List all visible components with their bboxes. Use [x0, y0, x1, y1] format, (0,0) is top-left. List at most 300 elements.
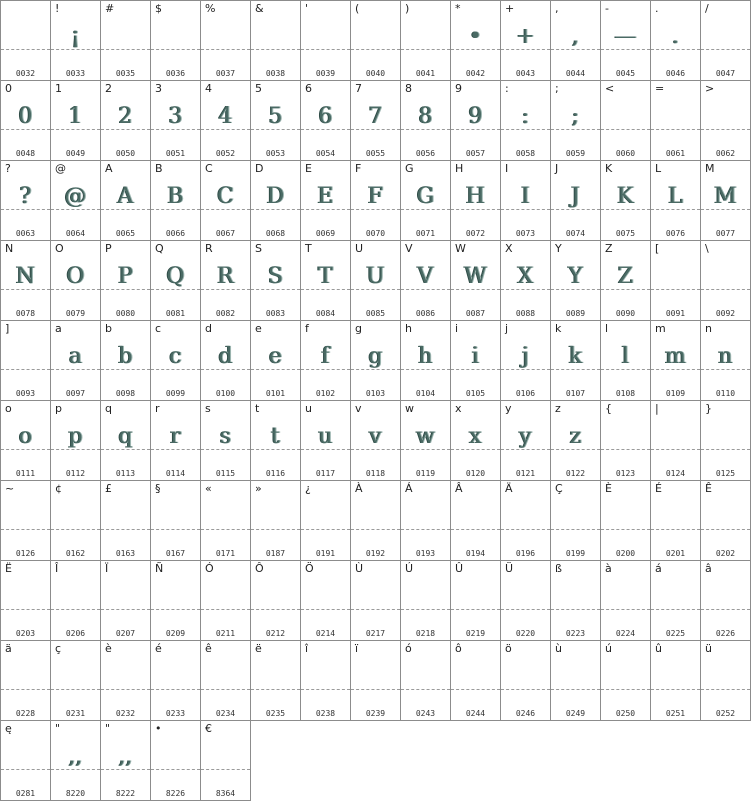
character-code: 0108: [615, 389, 636, 398]
glyph-preview: v: [369, 424, 382, 449]
character-label: s: [205, 402, 211, 415]
glyph-cell[interactable]: [701, 81, 751, 161]
character-label: x: [455, 402, 462, 415]
character-code: 0214: [315, 629, 336, 638]
glyph-cell[interactable]: [1, 401, 51, 481]
character-label: ï: [355, 642, 359, 655]
glyph-cell[interactable]: [451, 641, 501, 721]
glyph-cell[interactable]: [151, 401, 201, 481]
glyph-cell[interactable]: [551, 401, 601, 481]
character-label: r: [155, 402, 160, 415]
glyph-cell[interactable]: [301, 401, 351, 481]
glyph-cell[interactable]: [351, 241, 401, 321]
glyph-cell[interactable]: [401, 641, 451, 721]
glyph-cell[interactable]: [501, 401, 551, 481]
glyph-cell[interactable]: [501, 161, 551, 241]
character-code: 0048: [15, 149, 36, 158]
glyph-preview: P: [118, 264, 133, 289]
character-code: 0219: [465, 629, 486, 638]
glyph-preview: 1: [68, 104, 83, 129]
glyph-cell[interactable]: [301, 321, 351, 401]
glyph-cell[interactable]: [651, 81, 701, 161]
glyph-preview: 3: [168, 104, 183, 129]
character-label: B: [155, 162, 163, 175]
glyph-cell[interactable]: [1, 321, 51, 401]
glyph-cell[interactable]: [301, 1, 351, 81]
baseline-guide: [551, 689, 600, 690]
baseline-guide: [701, 609, 750, 610]
baseline-guide: [351, 529, 400, 530]
glyph-cell[interactable]: [101, 161, 151, 241]
glyph-cell[interactable]: [301, 481, 351, 561]
glyph-cell[interactable]: [501, 321, 551, 401]
glyph-cell[interactable]: [1, 1, 51, 81]
glyph-cell[interactable]: [51, 321, 101, 401]
baseline-guide: [601, 449, 650, 450]
glyph-cell[interactable]: [151, 321, 201, 401]
character-label: K: [605, 162, 613, 175]
character-code: 0049: [65, 149, 86, 158]
character-code: 0069: [315, 229, 336, 238]
glyph-cell[interactable]: [401, 481, 451, 561]
baseline-guide: [1, 49, 50, 50]
glyph-preview: r: [170, 424, 181, 449]
glyph-cell[interactable]: [451, 241, 501, 321]
glyph-cell[interactable]: [601, 641, 651, 721]
glyph-cell[interactable]: [651, 1, 701, 81]
glyph-cell[interactable]: [251, 161, 301, 241]
glyph-cell[interactable]: [151, 641, 201, 721]
character-label: @: [55, 162, 66, 175]
glyph-cell[interactable]: [101, 641, 151, 721]
glyph-cell[interactable]: [401, 401, 451, 481]
glyph-cell[interactable]: [401, 561, 451, 641]
character-code: 0106: [515, 389, 536, 398]
character-label: i: [455, 322, 459, 335]
glyph-cell[interactable]: [351, 641, 401, 721]
character-label: R: [205, 242, 213, 255]
character-label: È: [605, 482, 612, 495]
glyph-cell[interactable]: [1, 481, 51, 561]
character-code: 0040: [365, 69, 386, 78]
character-label: <: [605, 82, 615, 95]
baseline-guide: [301, 689, 350, 690]
character-code: 0038: [265, 69, 286, 78]
character-code: 0125: [715, 469, 736, 478]
character-label: $: [155, 2, 162, 15]
glyph-cell[interactable]: [1, 641, 51, 721]
baseline-guide: [651, 289, 700, 290]
glyph-cell[interactable]: [351, 161, 401, 241]
glyph-cell[interactable]: [551, 81, 601, 161]
glyph-preview: U: [366, 264, 385, 289]
glyph-cell[interactable]: [701, 561, 751, 641]
baseline-guide: [701, 529, 750, 530]
character-code: 0203: [15, 629, 36, 638]
baseline-guide: [51, 609, 100, 610]
glyph-cell[interactable]: [701, 481, 751, 561]
baseline-guide: [701, 129, 750, 130]
character-label: N: [5, 242, 14, 255]
character-label: #: [105, 2, 115, 15]
glyph-cell[interactable]: [651, 401, 701, 481]
character-code: 0055: [365, 149, 386, 158]
baseline-guide: [151, 49, 200, 50]
character-label: ): [405, 2, 410, 15]
glyph-cell[interactable]: [551, 161, 601, 241]
glyph-cell[interactable]: [651, 241, 701, 321]
character-code: 0036: [165, 69, 186, 78]
glyph-cell[interactable]: [701, 241, 751, 321]
glyph-cell[interactable]: [201, 401, 251, 481]
character-code: 0112: [65, 469, 86, 478]
baseline-guide: [1, 529, 50, 530]
character-label: j: [505, 322, 509, 335]
glyph-cell[interactable]: [301, 241, 351, 321]
glyph-cell[interactable]: [201, 721, 251, 801]
character-label: .: [655, 2, 659, 15]
character-code: 0068: [265, 229, 286, 238]
character-label: »: [255, 482, 262, 495]
character-code: 0079: [65, 309, 86, 318]
character-code: 0058: [515, 149, 536, 158]
baseline-guide: [251, 49, 300, 50]
character-label: p: [55, 402, 62, 415]
glyph-cell[interactable]: [151, 81, 201, 161]
character-label: k: [555, 322, 562, 335]
glyph-cell[interactable]: [151, 561, 201, 641]
glyph-cell[interactable]: [401, 1, 451, 81]
glyph-cell[interactable]: [351, 321, 401, 401]
glyph-preview: n: [718, 344, 733, 369]
character-label: ¢: [55, 482, 62, 495]
glyph-cell[interactable]: [451, 401, 501, 481]
glyph-cell[interactable]: [601, 561, 651, 641]
character-code: 0043: [515, 69, 536, 78]
glyph-cell[interactable]: [51, 481, 101, 561]
character-code: 0233: [165, 709, 186, 718]
character-label: \: [705, 242, 709, 255]
glyph-cell[interactable]: [551, 321, 601, 401]
glyph-preview: C: [217, 184, 234, 209]
character-code: 0033: [65, 69, 86, 78]
character-label: ?: [5, 162, 11, 175]
glyph-cell[interactable]: [51, 401, 101, 481]
glyph-cell[interactable]: [501, 81, 551, 161]
glyph-cell[interactable]: [1, 81, 51, 161]
glyph-preview: q: [118, 424, 133, 449]
glyph-cell[interactable]: [201, 81, 251, 161]
glyph-cell[interactable]: [601, 401, 651, 481]
glyph-preview: 7: [368, 104, 383, 129]
glyph-cell[interactable]: [101, 481, 151, 561]
glyph-cell[interactable]: [251, 241, 301, 321]
glyph-cell[interactable]: [351, 401, 401, 481]
character-label: ä: [5, 642, 12, 655]
character-label: î: [305, 642, 309, 655]
glyph-cell[interactable]: [601, 161, 651, 241]
glyph-preview: 4: [218, 104, 233, 129]
glyph-cell[interactable]: [201, 1, 251, 81]
glyph-cell[interactable]: [51, 161, 101, 241]
character-code: 0114: [165, 469, 186, 478]
glyph-preview: f: [321, 344, 330, 369]
glyph-cell[interactable]: [201, 481, 251, 561]
glyph-cell[interactable]: [701, 1, 751, 81]
character-label: >: [705, 82, 715, 95]
glyph-cell[interactable]: [601, 241, 651, 321]
glyph-cell[interactable]: [1, 161, 51, 241]
glyph-cell[interactable]: [701, 161, 751, 241]
character-label: Ô: [255, 562, 264, 575]
character-code: 0081: [165, 309, 186, 318]
character-code: 0037: [215, 69, 236, 78]
glyph-cell[interactable]: [151, 1, 201, 81]
glyph-cell[interactable]: [301, 641, 351, 721]
glyph-cell[interactable]: [101, 561, 151, 641]
glyph-preview: I: [521, 184, 530, 209]
glyph-cell[interactable]: [1, 561, 51, 641]
character-label: n: [705, 322, 712, 335]
glyph-cell[interactable]: [51, 241, 101, 321]
glyph-cell[interactable]: [1, 241, 51, 321]
character-label: è: [105, 642, 112, 655]
character-code: 0224: [615, 629, 636, 638]
character-code: 0046: [665, 69, 686, 78]
character-label: c: [155, 322, 162, 335]
character-code: 0187: [265, 549, 286, 558]
character-label: Ë: [5, 562, 12, 575]
glyph-cell[interactable]: [251, 321, 301, 401]
character-label: y: [505, 402, 512, 415]
character-code: 0060: [615, 149, 636, 158]
character-code: 8226: [165, 789, 186, 798]
baseline-guide: [601, 129, 650, 130]
glyph-cell[interactable]: [201, 321, 251, 401]
glyph-cell[interactable]: [401, 241, 451, 321]
glyph-preview: z: [569, 424, 582, 449]
glyph-preview: E: [317, 184, 334, 209]
glyph-cell[interactable]: [101, 81, 151, 161]
character-code: 0251: [665, 709, 686, 718]
character-code: 0091: [665, 309, 686, 318]
glyph-preview: g: [368, 344, 383, 369]
glyph-preview: ;: [571, 104, 580, 129]
glyph-cell[interactable]: [101, 721, 151, 801]
character-label: à: [605, 562, 612, 575]
character-label: ô: [455, 642, 462, 655]
glyph-cell[interactable]: [51, 81, 101, 161]
glyph-cell[interactable]: [501, 1, 551, 81]
character-label: m: [655, 322, 666, 335]
glyph-cell[interactable]: [51, 1, 101, 81]
glyph-cell[interactable]: [601, 81, 651, 161]
character-code: 0047: [715, 69, 736, 78]
glyph-cell[interactable]: [51, 721, 101, 801]
glyph-cell[interactable]: [451, 81, 501, 161]
baseline-guide: [101, 49, 150, 50]
glyph-preview: p: [68, 424, 83, 449]
glyph-cell[interactable]: [301, 161, 351, 241]
baseline-guide: [651, 689, 700, 690]
character-code: 0045: [615, 69, 636, 78]
character-label: l: [605, 322, 609, 335]
character-code: 0191: [315, 549, 336, 558]
glyph-cell[interactable]: [551, 1, 601, 81]
character-code: 0070: [365, 229, 386, 238]
glyph-cell[interactable]: [451, 161, 501, 241]
glyph-cell[interactable]: [201, 161, 251, 241]
glyph-cell[interactable]: [401, 81, 451, 161]
glyph-cell[interactable]: [651, 641, 701, 721]
character-code: 0206: [65, 629, 86, 638]
glyph-cell[interactable]: [301, 561, 351, 641]
character-code: 0123: [615, 469, 636, 478]
character-code: 0199: [565, 549, 586, 558]
character-code: 0162: [65, 549, 86, 558]
character-code: 0116: [265, 469, 286, 478]
character-code: 0035: [115, 69, 136, 78]
character-label: u: [305, 402, 312, 415]
glyph-cell[interactable]: [701, 321, 751, 401]
baseline-guide: [201, 529, 250, 530]
glyph-cell[interactable]: [51, 561, 101, 641]
baseline-guide: [701, 289, 750, 290]
glyph-cell[interactable]: [351, 481, 401, 561]
glyph-cell[interactable]: [351, 1, 401, 81]
glyph-cell[interactable]: [551, 561, 601, 641]
character-label: 4: [205, 82, 212, 95]
character-label: !: [55, 2, 60, 15]
glyph-preview: j: [522, 344, 529, 369]
glyph-cell[interactable]: [251, 401, 301, 481]
character-label: D: [255, 162, 264, 175]
character-label: F: [355, 162, 362, 175]
glyph-cell[interactable]: [101, 241, 151, 321]
baseline-guide: [101, 689, 150, 690]
character-label: *: [455, 2, 461, 15]
glyph-cell[interactable]: [451, 1, 501, 81]
glyph-preview: Q: [166, 264, 185, 289]
glyph-cell[interactable]: [701, 641, 751, 721]
character-label: Â: [455, 482, 463, 495]
glyph-cell[interactable]: [451, 481, 501, 561]
character-label: v: [355, 402, 362, 415]
character-code: 0192: [365, 549, 386, 558]
glyph-cell[interactable]: [151, 721, 201, 801]
glyph-cell[interactable]: [501, 561, 551, 641]
glyph-cell[interactable]: [651, 161, 701, 241]
glyph-cell[interactable]: [1, 721, 51, 801]
character-label: ö: [505, 642, 512, 655]
glyph-preview: ,,: [68, 744, 83, 769]
glyph-cell[interactable]: [451, 321, 501, 401]
glyph-preview: J: [571, 184, 580, 209]
glyph-cell[interactable]: [651, 481, 701, 561]
glyph-cell[interactable]: [301, 81, 351, 161]
baseline-guide: [451, 609, 500, 610]
glyph-cell[interactable]: [451, 561, 501, 641]
glyph-cell[interactable]: [551, 481, 601, 561]
glyph-cell[interactable]: [701, 401, 751, 481]
glyph-cell[interactable]: [251, 481, 301, 561]
glyph-cell[interactable]: [351, 561, 401, 641]
character-code: 0054: [315, 149, 336, 158]
character-code: 0067: [215, 229, 236, 238]
glyph-cell[interactable]: [601, 1, 651, 81]
glyph-cell[interactable]: [551, 641, 601, 721]
character-label: 2: [105, 82, 112, 95]
baseline-guide: [501, 689, 550, 690]
glyph-cell[interactable]: [501, 481, 551, 561]
glyph-cell[interactable]: [151, 241, 201, 321]
character-label: G: [405, 162, 414, 175]
character-label: Y: [555, 242, 562, 255]
glyph-preview: y: [519, 424, 532, 449]
baseline-guide: [101, 609, 150, 610]
character-label: ë: [255, 642, 262, 655]
glyph-cell[interactable]: [601, 321, 651, 401]
glyph-cell[interactable]: [101, 1, 151, 81]
glyph-cell[interactable]: [551, 241, 601, 321]
glyph-preview: ,: [572, 24, 579, 49]
character-code: 0252: [715, 709, 736, 718]
character-label: w: [405, 402, 414, 415]
glyph-cell[interactable]: [501, 641, 551, 721]
baseline-guide: [701, 449, 750, 450]
glyph-cell[interactable]: [251, 1, 301, 81]
character-code: 0250: [615, 709, 636, 718]
character-label: U: [355, 242, 364, 255]
glyph-preview: R: [217, 264, 234, 289]
character-code: 0211: [215, 629, 236, 638]
glyph-cell[interactable]: [201, 561, 251, 641]
character-label: À: [355, 482, 363, 495]
glyph-preview: e: [268, 344, 283, 369]
glyph-cell[interactable]: [501, 241, 551, 321]
glyph-cell[interactable]: [151, 161, 201, 241]
glyph-cell[interactable]: [651, 321, 701, 401]
glyph-preview: i: [471, 344, 480, 369]
glyph-cell[interactable]: [201, 641, 251, 721]
glyph-cell[interactable]: [151, 481, 201, 561]
character-code: 0064: [65, 229, 86, 238]
glyph-cell[interactable]: [201, 241, 251, 321]
baseline-guide: [301, 609, 350, 610]
baseline-guide: [201, 609, 250, 610]
glyph-preview: B: [167, 184, 184, 209]
glyph-cell[interactable]: [51, 641, 101, 721]
glyph-cell[interactable]: [401, 321, 451, 401]
glyph-cell[interactable]: [351, 81, 401, 161]
glyph-cell[interactable]: [251, 641, 301, 721]
glyph-cell[interactable]: [251, 81, 301, 161]
glyph-cell[interactable]: [101, 401, 151, 481]
glyph-cell[interactable]: [601, 481, 651, 561]
character-code: 0042: [465, 69, 486, 78]
glyph-preview: —: [614, 24, 637, 49]
character-label: É: [655, 482, 662, 495]
character-label: J: [555, 162, 559, 175]
glyph-cell[interactable]: [251, 561, 301, 641]
character-label: V: [405, 242, 413, 255]
glyph-cell[interactable]: [101, 321, 151, 401]
glyph-cell[interactable]: [401, 161, 451, 241]
character-label: a: [55, 322, 62, 335]
character-code: 0089: [565, 309, 586, 318]
character-code: 0220: [515, 629, 536, 638]
glyph-cell[interactable]: [651, 561, 701, 641]
